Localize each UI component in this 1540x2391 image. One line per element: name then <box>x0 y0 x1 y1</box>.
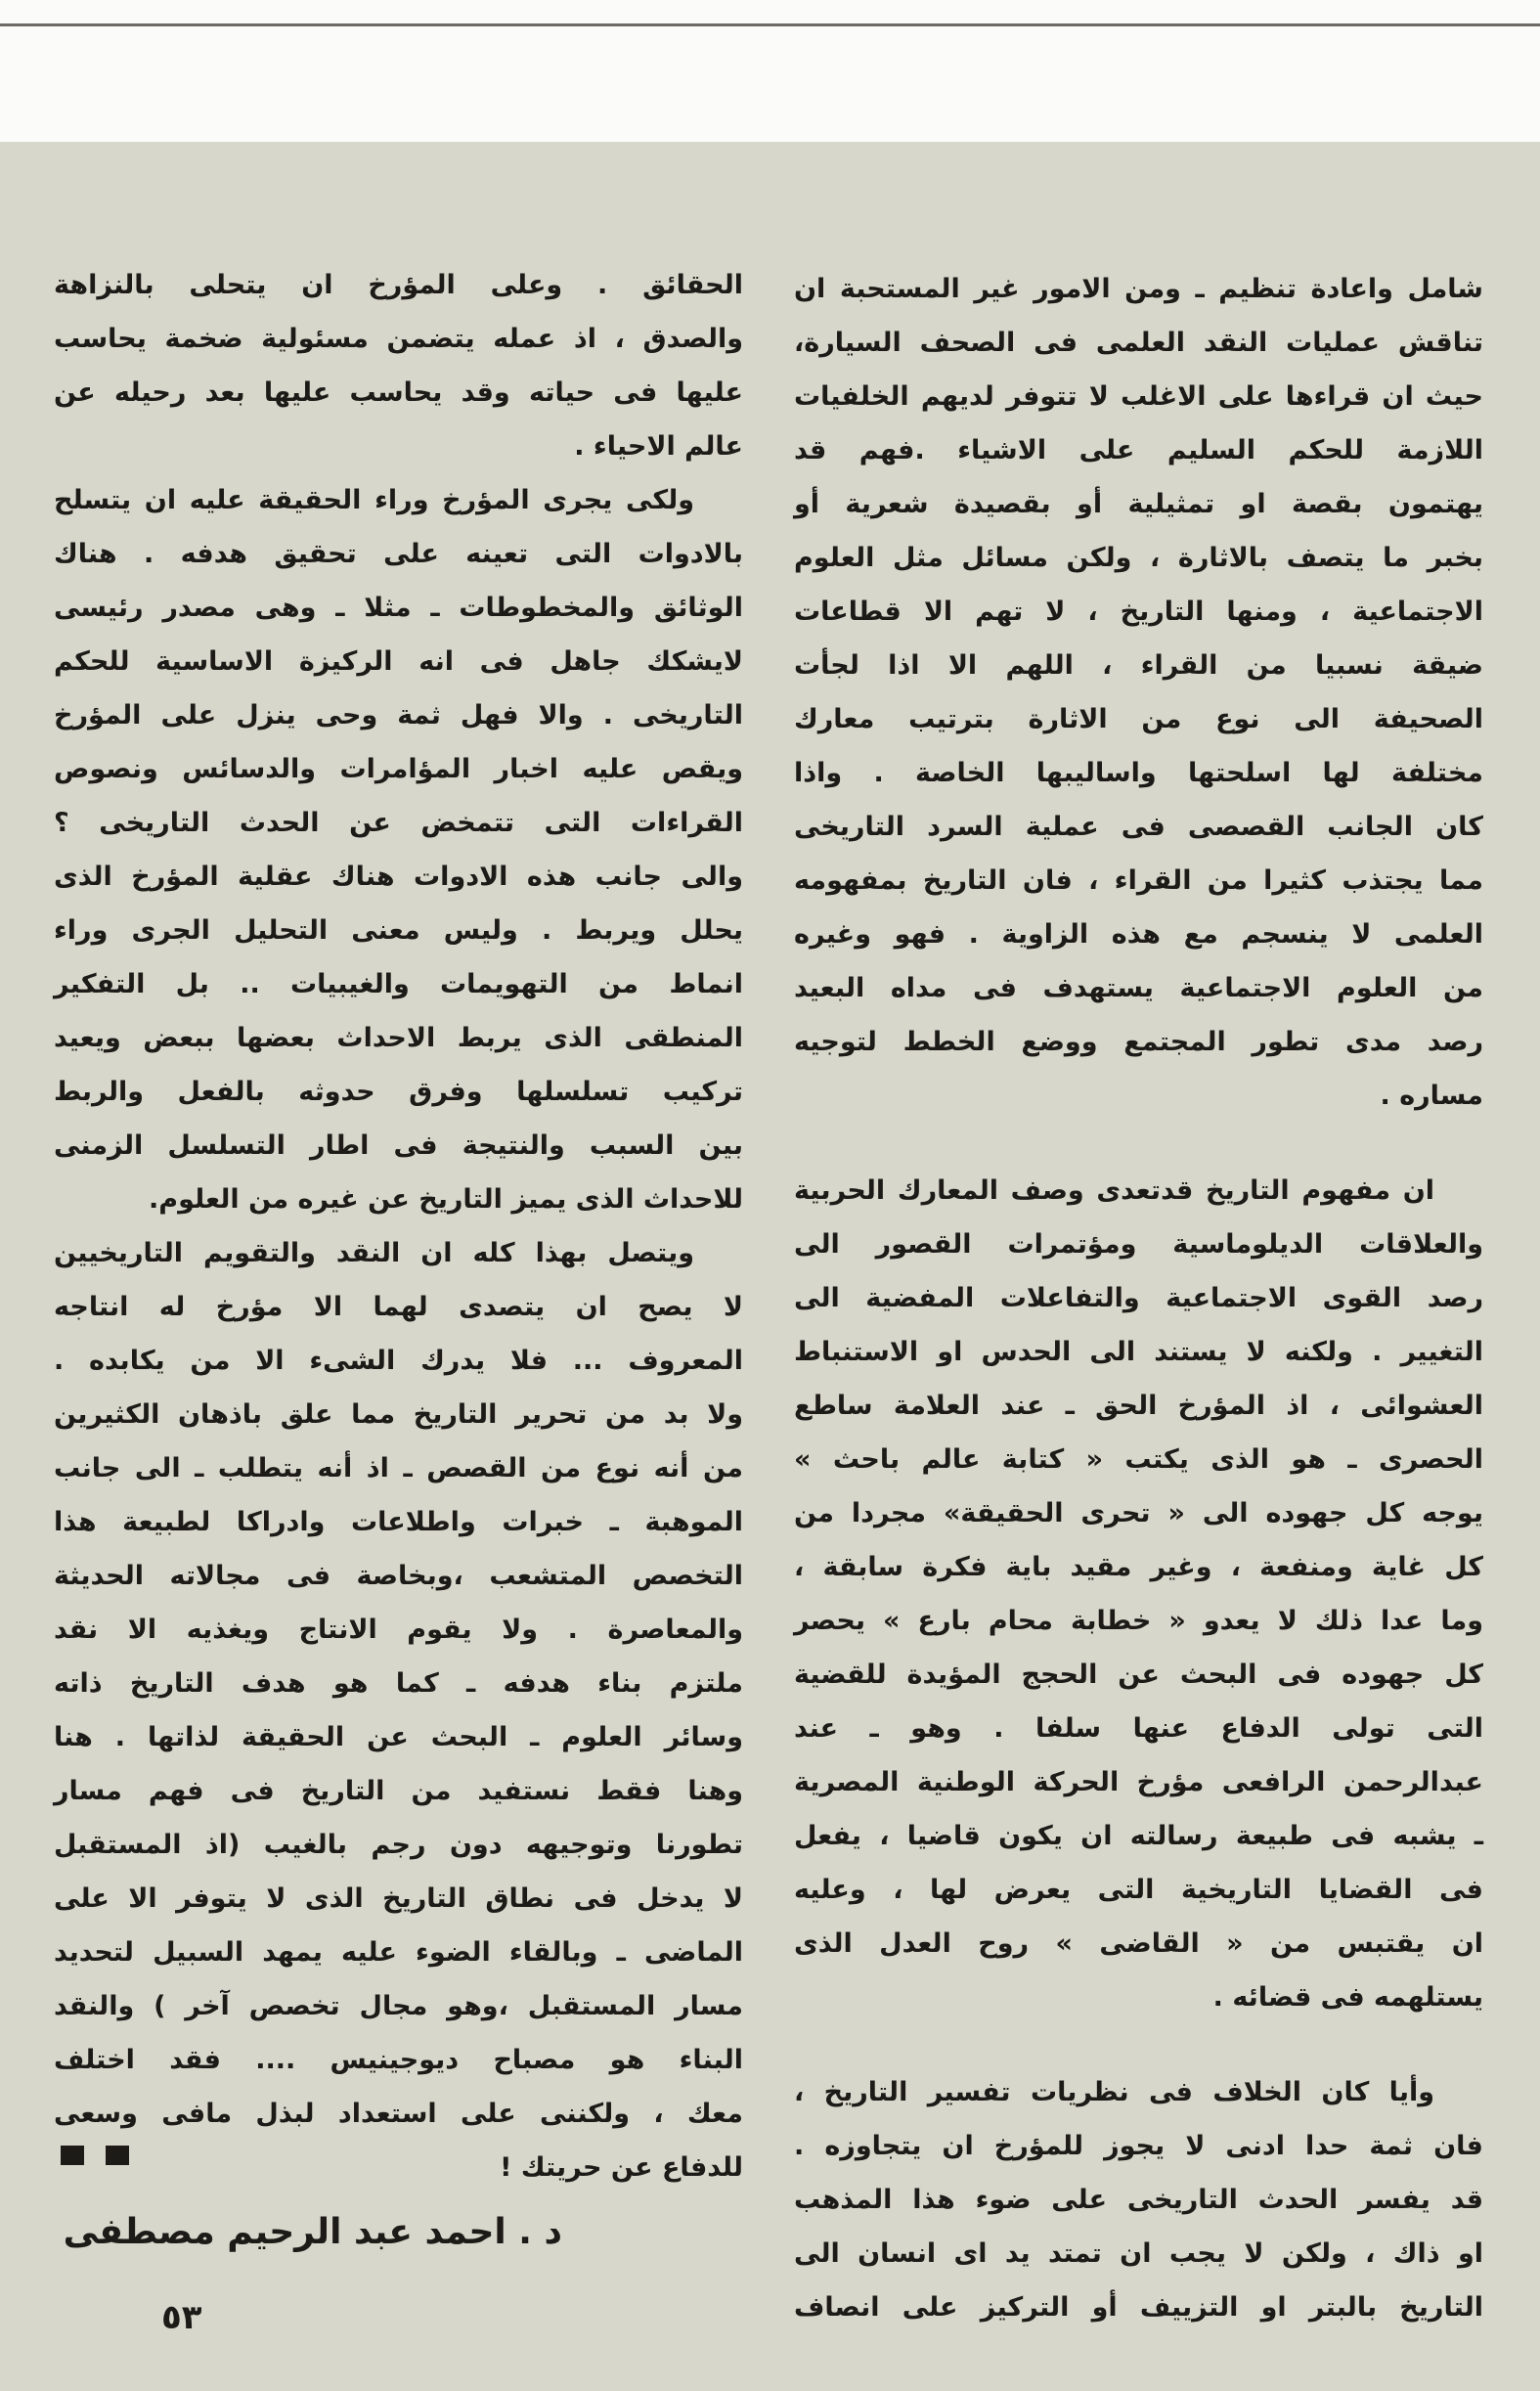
text-line: مسار المستقبل ،وهو مجال تخصص آخر ) والنقد <box>54 1991 743 2021</box>
text-line: مختلفة لها اسلحتها واساليبها الخاصة . واذا <box>794 758 1483 788</box>
text-line: بخبر ما يتصف بالاثارة ، ولكن مسائل مثل العلوم <box>794 543 1483 573</box>
text-line: يوجه كل جهوده الى « تحرى الحقيقة» مجردا من <box>794 1498 1483 1528</box>
author-signature: د . احمد عبد الرحيم مصطفى <box>63 2212 562 2252</box>
text-line: لايشكك جاهل فى انه الركيزة الاساسية للحكم <box>54 646 743 677</box>
text-line: ـ يشبه فى طبيعة رسالته ان يكون قاضيا ، يفعل <box>794 1821 1483 1851</box>
text-line: وهنا فقط نستفيد من التاريخ فى فهم مسار <box>54 1776 743 1806</box>
text-line: المعروف ... فلا يدرك الشىء الا من يكابده . <box>54 1346 743 1376</box>
text-line: والى جانب هذه الادوات هناك عقلية المؤرخ الذى <box>54 862 743 892</box>
text-line: ويتصل بهذا كله ان النقد والتقويم التاريخيين <box>54 1238 694 1268</box>
text-line: ولكى يجرى المؤرخ وراء الحقيقة عليه ان يتسلح <box>54 485 694 515</box>
text-line: الصحيفة الى نوع من الاثارة بترتيب معارك <box>794 704 1483 734</box>
text-line: التخصص المتشعب ،وبخاصة فى مجالاته الحديثة <box>54 1561 743 1591</box>
article-column-right <box>794 262 1483 2334</box>
text-line: يحلل ويربط . وليس معنى التحليل الجرى وراء <box>54 915 743 946</box>
end-of-article-marker <box>61 2146 129 2165</box>
text-line: انماط من التهويمات والغيبيات .. بل التفكير <box>54 969 743 999</box>
text-line: من أنه نوع من القصص ـ اذ أنه يتطلب ـ الى جانب <box>54 1453 743 1483</box>
page-number: ٥٣ <box>161 2298 202 2337</box>
paragraph <box>794 2065 1483 2334</box>
text-line: كل غاية ومنفعة ، وغير مقيد باية فكرة سابقة ، <box>794 1552 1483 1582</box>
text-line: حيث ان قراءها على الاغلب لا تتوفر لديهم الخلفيات <box>794 381 1483 412</box>
text-line: او ذاك ، ولكن لا يجب ان تمتد يد اى انسان الى <box>794 2238 1483 2269</box>
text-line: المنطقى الذى يربط الاحداث بعضها ببعض ويعيد <box>54 1023 743 1053</box>
text-line: ولا بد من تحرير التاريخ مما علق باذهان الكثيرين <box>54 1399 743 1430</box>
text-line: القراءات التى تتمخض عن الحدث التاريخى ؟ <box>54 808 743 838</box>
text-line: عليها فى حياته وقد يحاسب عليها بعد رحيله عن <box>54 377 743 408</box>
text-line: التاريخى . والا فهل ثمة وحى ينزل على المؤرخ <box>54 700 743 731</box>
text-line: بين السبب والنتيجة فى اطار التسلسل الزمنى <box>54 1130 743 1161</box>
text-line: معك ، ولكننى على استعداد لبذل مافى وسعى <box>54 2099 743 2129</box>
text-line: ان يقتبس من « القاضى » روح العدل الذى <box>794 1928 1483 1959</box>
text-line: التغيير . ولكنه لا يستند الى الحدس او الاستنباط <box>794 1337 1483 1367</box>
text-line: الاجتماعية ، ومنها التاريخ ، لا تهم الا قطاعات <box>794 597 1483 627</box>
text-line: الحصرى ـ هو الذى يكتب « كتابة عالم باحث » <box>794 1444 1483 1475</box>
text-line: العلمى لا ينسجم مع هذه الزاوية . فهو وغيره <box>794 919 1483 950</box>
text-line: رصد القوى الاجتماعية والتفاعلات المفضية الى <box>794 1283 1483 1313</box>
paragraph <box>794 1164 1483 2024</box>
text-line: ويقص عليه اخبار المؤامرات والدسائس ونصوص <box>54 754 743 784</box>
text-line: اللازمة للحكم السليم على الاشياء .فهم قد <box>794 435 1483 465</box>
scan-edge-line <box>0 23 1540 26</box>
article-column-left <box>54 258 743 2194</box>
scan-top-margin <box>0 0 1540 142</box>
text-line: ضيقة نسبيا من القراء ، اللهم الا اذا لجأت <box>794 650 1483 681</box>
text-line: ملتزم بناء هدفه ـ كما هو هدف التاريخ ذاته <box>54 1668 743 1699</box>
text-line: وسائر العلوم ـ البحث عن الحقيقة لذاتها . هنا <box>54 1722 743 1752</box>
text-line: كان الجانب القصصى فى عملية السرد التاريخى <box>794 812 1483 842</box>
text-line: بالادوات التى تعينه على تحقيق هدفه . هناك <box>54 539 743 569</box>
text-line: رصد مدى تطور المجتمع ووضع الخطط لتوجيه <box>794 1027 1483 1057</box>
text-line: التاريخ بالبتر او التزييف أو التركيز على انصاف <box>794 2292 1483 2323</box>
text-line: فى القضايا التاريخية التى يعرض لها ، وعليه <box>794 1875 1483 1905</box>
text-line: تركيب تسلسلها وفرق حدوثه بالفعل والربط <box>54 1077 743 1107</box>
text-line: مما يجتذب كثيرا من القراء ، فان التاريخ بمفهومه <box>794 865 1483 896</box>
text-line: العشوائى ، اذ المؤرخ الحق ـ عند العلامة ساطع <box>794 1391 1483 1421</box>
text-line: عالم الاحياء . <box>574 431 743 462</box>
text-line: والصدق ، اذ عمله يتضمن مسئولية ضخمة يحاسب <box>54 324 743 354</box>
text-line: كل جهوده فى البحث عن الحجج المؤيدة للقضية <box>794 1660 1483 1690</box>
text-line: يهتمون بقصة او تمثيلية أو بقصيدة شعرية أو <box>794 489 1483 519</box>
text-line: لا يصح ان يتصدى لهما الا مؤرخ له انتاجه <box>54 1292 743 1322</box>
paragraph <box>794 262 1483 1123</box>
text-line: الحقائق . وعلى المؤرخ ان يتحلى بالنزاهة <box>54 270 743 300</box>
end-square-icon <box>106 2146 129 2165</box>
text-line: عبدالرحمن الرافعى مؤرخ الحركة الوطنية المصرية <box>794 1767 1483 1797</box>
text-line: فان ثمة حدا ادنى لا يجوز للمؤرخ ان يتجاوزه . <box>794 2131 1483 2161</box>
text-line: الماضى ـ وبالقاء الضوء عليه يمهد السبيل لتحديد <box>54 1937 743 1968</box>
text-line: والعلاقات الديلوماسية ومؤتمرات القصور الى <box>794 1229 1483 1260</box>
end-square-icon <box>61 2146 84 2165</box>
text-line: وما عدا ذلك لا يعدو « خطابة محام بارع » يحصر <box>794 1606 1483 1636</box>
text-line: يستلهمه فى قضائه . <box>1212 1982 1483 2013</box>
text-line: وأيا كان الخلاف فى نظريات تفسير التاريخ ، <box>794 2077 1434 2107</box>
text-line: والمعاصرة . ولا يقوم الانتاج ويغذيه الا نقد <box>54 1615 743 1645</box>
paragraph <box>54 258 743 473</box>
text-line: قد يفسر الحدث التاريخى على ضوء هذا المذهب <box>794 2185 1483 2215</box>
text-line: مساره . <box>1380 1081 1483 1111</box>
text-line: الموهبة ـ خبرات واطلاعات وادراكا لطبيعة هذا <box>54 1507 743 1537</box>
text-line: التى تولى الدفاع عنها سلفا . وهو ـ عند <box>794 1713 1483 1744</box>
text-line: لا يدخل فى نطاق التاريخ الذى لا يتوفر الا على <box>54 1883 743 1914</box>
text-line: شامل واعادة تنظيم ـ ومن الامور غير المستحبة ان <box>794 274 1483 304</box>
paragraph <box>54 1226 743 2194</box>
text-line: من العلوم الاجتماعية يستهدف فى مداه البعيد <box>794 973 1483 1003</box>
text-line: البناء هو مصباح ديوجينيس .... فقد اختلف <box>54 2045 743 2075</box>
text-line: تطورنا وتوجيهه دون رجم بالغيب (اذ المستقبل <box>54 1830 743 1860</box>
text-line: الوثائق والمخطوطات ـ مثلا ـ وهى مصدر رئيسى <box>54 593 743 623</box>
text-line: للاحداث الذى يميز التاريخ عن غيره من العلوم. <box>149 1184 743 1215</box>
text-line: ان مفهوم التاريخ قدتعدى وصف المعارك الحربية <box>794 1175 1434 1206</box>
text-line: تناقش عمليات النقد العلمى فى الصحف السيارة، <box>794 328 1483 358</box>
text-line: للدفاع عن حريتك ! <box>500 2152 743 2183</box>
paragraph <box>54 473 743 1226</box>
